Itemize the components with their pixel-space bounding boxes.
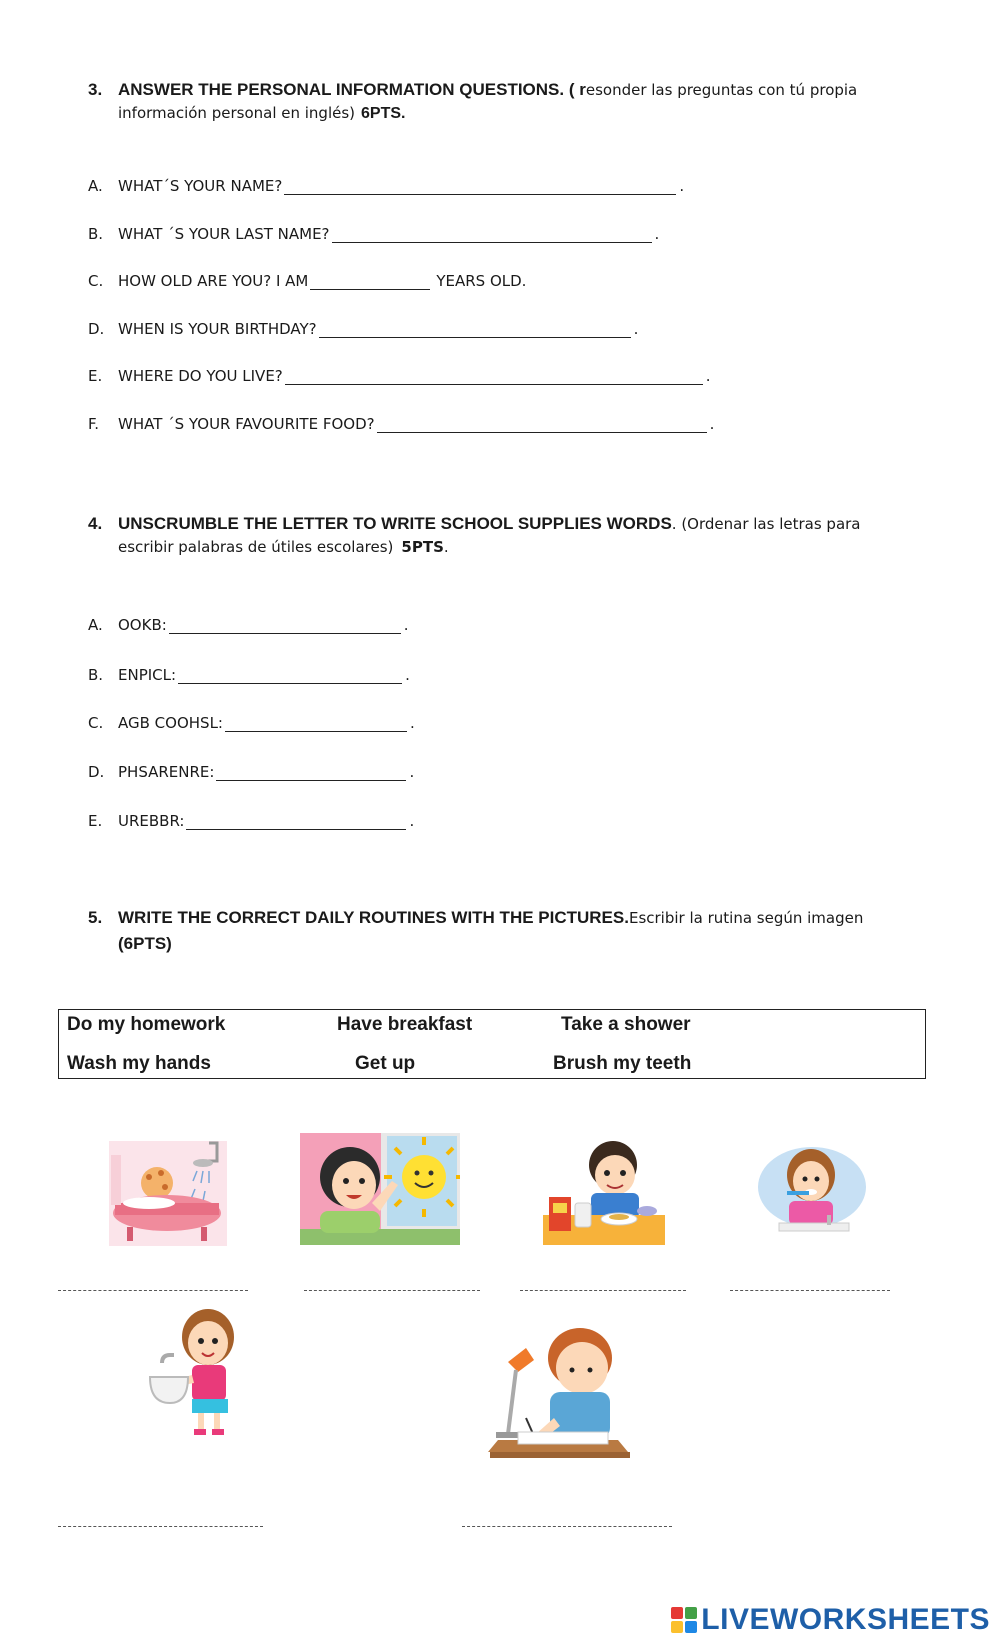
answer-dash-line[interactable] bbox=[520, 1290, 686, 1291]
answer-dash-line[interactable] bbox=[462, 1526, 672, 1527]
answer-line[interactable] bbox=[186, 815, 406, 830]
question-number: 4. bbox=[88, 514, 103, 533]
question-title: WRITE THE CORRECT DAILY ROUTINES WITH THE PICTURES. bbox=[118, 908, 629, 927]
item-letter: C. bbox=[88, 272, 104, 290]
answer-line[interactable] bbox=[332, 228, 652, 243]
question-item bbox=[88, 367, 711, 385]
section-5-header bbox=[88, 908, 978, 954]
answer-line[interactable] bbox=[225, 717, 407, 732]
answer-dash-line[interactable] bbox=[730, 1290, 890, 1291]
word-bank-item: Get up bbox=[355, 1053, 416, 1074]
question-item bbox=[88, 714, 415, 732]
answer-line[interactable] bbox=[310, 275, 430, 290]
item-end: . bbox=[705, 367, 711, 385]
item-letter: D. bbox=[88, 763, 105, 781]
item-letter: A. bbox=[88, 616, 103, 634]
logo-square bbox=[685, 1621, 697, 1633]
item-end: . bbox=[409, 763, 415, 781]
question-item bbox=[88, 812, 414, 830]
question-item bbox=[88, 666, 410, 684]
liveworksheets-logo bbox=[671, 1603, 990, 1637]
question-item bbox=[88, 763, 414, 781]
word-bank-item: Do my homework bbox=[67, 1014, 226, 1035]
section-3-header bbox=[88, 80, 968, 123]
question-points-end: . bbox=[443, 538, 449, 556]
item-letter: E. bbox=[88, 367, 103, 385]
section-4-header bbox=[88, 514, 978, 556]
girl-brushing-teeth-picture bbox=[757, 1137, 867, 1243]
logo-text: LIVEWORKSHEETS bbox=[701, 1603, 990, 1636]
item-letter: D. bbox=[88, 320, 105, 338]
item-letter: C. bbox=[88, 714, 104, 732]
logo-square bbox=[685, 1607, 697, 1619]
question-item bbox=[88, 225, 659, 243]
girl-washing-hands-picture bbox=[148, 1305, 248, 1441]
answer-line[interactable] bbox=[178, 669, 402, 684]
item-after: YEARS OLD. bbox=[436, 272, 527, 290]
item-text: WHEN IS YOUR BIRTHDAY? bbox=[118, 320, 317, 338]
answer-dash-line[interactable] bbox=[58, 1526, 263, 1527]
answer-line[interactable] bbox=[216, 766, 406, 781]
item-letter: A. bbox=[88, 177, 103, 195]
answer-line[interactable] bbox=[285, 370, 703, 385]
question-number: 5. bbox=[88, 908, 103, 927]
item-text: UREBBR: bbox=[118, 812, 185, 830]
item-end: . bbox=[679, 177, 685, 195]
item-letter: E. bbox=[88, 812, 103, 830]
question-item bbox=[88, 320, 638, 338]
item-letter: B. bbox=[88, 225, 104, 243]
question-points: (6PTS) bbox=[118, 934, 172, 953]
word-bank-box bbox=[58, 1009, 926, 1079]
item-letter: F. bbox=[88, 415, 99, 433]
question-title: UNSCRUMBLE THE LETTER TO WRITE SCHOOL SUPPLIES WORDS bbox=[118, 514, 672, 533]
question-note-first-letter: r bbox=[579, 80, 586, 99]
answer-dash-line[interactable] bbox=[304, 1290, 480, 1291]
question-note: esonder las preguntas con tú propia bbox=[585, 81, 858, 99]
answer-line[interactable] bbox=[169, 619, 401, 634]
word-bank-item: Take a shower bbox=[561, 1014, 691, 1035]
item-letter: B. bbox=[88, 666, 104, 684]
answer-line[interactable] bbox=[319, 323, 631, 338]
question-points: 5PTS bbox=[401, 538, 444, 556]
question-note-line2: información personal en inglés) bbox=[118, 104, 356, 122]
word-bank-item: Have breakfast bbox=[337, 1014, 473, 1035]
bathtub-shower-picture bbox=[109, 1141, 227, 1246]
answer-dash-line[interactable] bbox=[58, 1290, 248, 1291]
item-text: AGB COOHSL: bbox=[118, 714, 223, 732]
question-item bbox=[88, 616, 409, 634]
question-points: 6PTS. bbox=[361, 105, 406, 122]
girl-waking-up-picture bbox=[300, 1133, 460, 1245]
item-text: WHAT ´S YOUR FAVOURITE FOOD? bbox=[118, 415, 375, 433]
boy-doing-homework-picture bbox=[478, 1322, 642, 1480]
item-text: ENPICL: bbox=[118, 666, 177, 684]
item-end: . bbox=[409, 812, 415, 830]
item-end: . bbox=[405, 666, 410, 684]
question-item bbox=[88, 272, 526, 290]
question-note: Escribir la rutina según imagen bbox=[628, 909, 864, 927]
question-note: . (Ordenar las letras para bbox=[671, 515, 861, 533]
logo-square bbox=[671, 1621, 683, 1633]
item-end: . bbox=[409, 714, 415, 732]
question-title: ANSWER THE PERSONAL INFORMATION QUESTIONS. bbox=[118, 80, 565, 99]
item-end: . bbox=[633, 320, 639, 338]
item-text: HOW OLD ARE YOU? I AM bbox=[118, 272, 309, 290]
item-text: WHAT´S YOUR NAME? bbox=[118, 177, 283, 195]
question-note-paren: ( bbox=[564, 80, 580, 99]
item-end: . bbox=[403, 616, 409, 634]
logo-square bbox=[671, 1607, 683, 1619]
item-text: WHERE DO YOU LIVE? bbox=[118, 367, 283, 385]
question-number: 3. bbox=[88, 80, 103, 99]
question-note-line2: escribir palabras de útiles escolares) bbox=[118, 538, 394, 556]
item-text: PHSARENRE: bbox=[118, 763, 215, 781]
boy-eating-breakfast-picture bbox=[543, 1133, 665, 1245]
word-bank-item: Wash my hands bbox=[67, 1053, 211, 1074]
item-end: . bbox=[709, 415, 715, 433]
item-text: OOKB: bbox=[118, 616, 167, 634]
answer-line[interactable] bbox=[377, 418, 707, 433]
question-item bbox=[88, 415, 714, 433]
answer-line[interactable] bbox=[284, 180, 676, 195]
question-item bbox=[88, 177, 684, 195]
item-text: WHAT ´S YOUR LAST NAME? bbox=[118, 225, 330, 243]
word-bank-item: Brush my teeth bbox=[553, 1053, 692, 1074]
logo-mark-icon bbox=[671, 1607, 697, 1633]
item-end: . bbox=[654, 225, 660, 243]
